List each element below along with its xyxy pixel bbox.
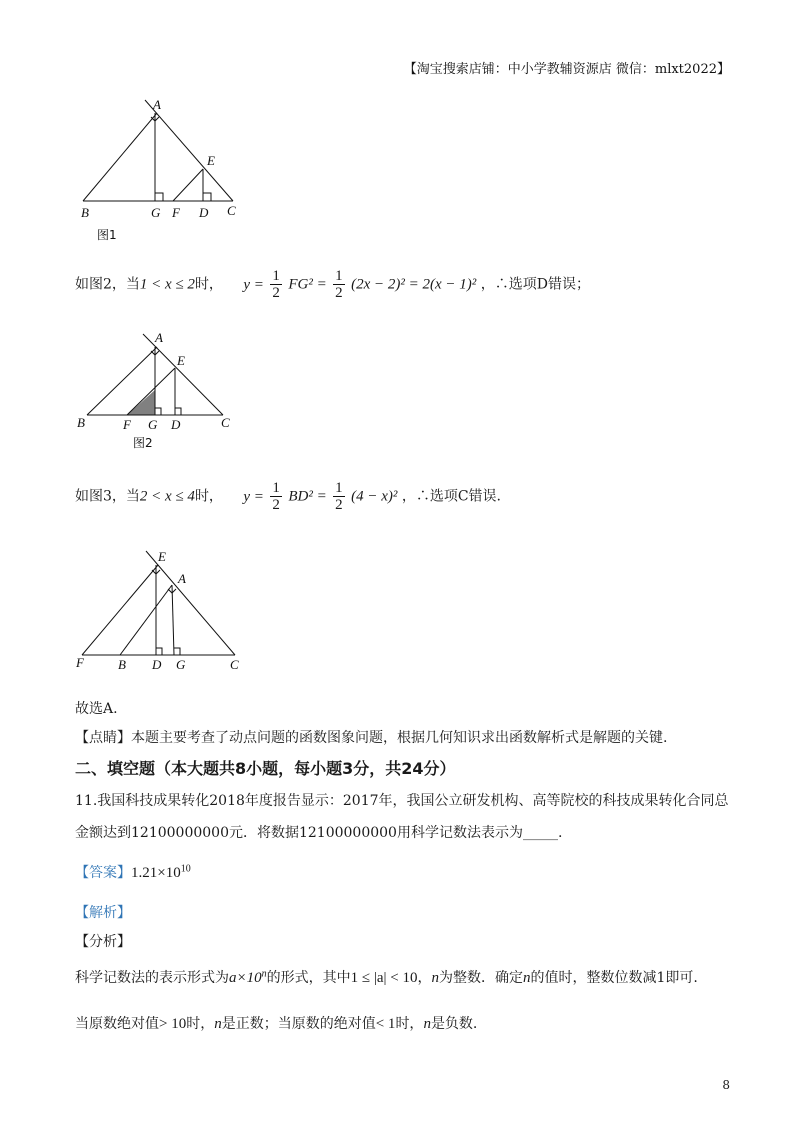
- fig1-label-F: F: [172, 205, 180, 220]
- fig3-right-angle-G: [174, 648, 180, 655]
- fig1-label-G: G: [151, 205, 161, 220]
- fig2-label-F: F: [123, 417, 131, 432]
- figure-1: [75, 95, 255, 245]
- page-header: 【淘宝搜索店铺：中小学教辅资源店 微信：mlxt2022】: [403, 62, 730, 77]
- fig3-label-F: F: [76, 655, 84, 670]
- analysis-tag: 【解析】: [75, 905, 131, 921]
- answer-tag: 【答案】: [75, 865, 131, 881]
- fig1-label-B: B: [81, 205, 89, 220]
- explain-line-1: 科学记数法的表示形式为$a\times 10^n$的形式，其中1 ≤ |a| < 10，n为整数．确定n的值时，整数位数减1即可.: [75, 968, 698, 986]
- fig3-label-D: D: [152, 657, 162, 670]
- explain-line-2: 当原数绝对值> 10时，n是正数；当原数的绝对值< 1时，n是负数.: [75, 1016, 478, 1032]
- fig1-right-angle-D: [203, 193, 211, 201]
- comment-text: 本题主要考查了动点问题的函数图象问题，根据几何知识求出函数解析式是解题的关键.: [131, 730, 668, 746]
- case2-line: 如图2，当1 < x ≤ 2时， y = $\frac{1}{2}$ FG² = $\frac{1}{2}$ (2x − 2)² = 2(x − 1)² ，∴选项D错误；: [75, 268, 590, 301]
- fig2-label-A: A: [155, 330, 163, 345]
- fig2-label-E: E: [177, 353, 185, 368]
- fig3-label-B: B: [118, 657, 126, 670]
- fig1-label-D: D: [199, 205, 209, 220]
- answer-value: 1.21×10: [131, 865, 181, 881]
- fig2-label-C: C: [221, 415, 230, 430]
- fig2-label-G: G: [148, 417, 158, 432]
- comment-tag: 【点睛】: [75, 730, 131, 746]
- fig3-side-BA: [120, 585, 172, 655]
- fenxi-tag: 【分析】: [75, 934, 131, 950]
- question-line-1: 11.我国科技成果转化2018年度报告显示：2017年，我国公立研发机构、高等院校的科技成果转化合同总: [75, 793, 729, 809]
- fig2-label-D: D: [171, 417, 181, 432]
- fig1-label-E: E: [207, 153, 215, 168]
- fig1-side-BA: [83, 113, 157, 201]
- fig1-right-angle-G: [155, 193, 163, 201]
- fig2-right-angle-G: [155, 408, 161, 415]
- case3-line: 如图3，当2 < x ≤ 4时， y = $\frac{1}{2}$ BD² = $\frac{1}{2}$ (4 − x)² ，∴选项C错误.: [75, 480, 502, 513]
- fig1-caption: 图1: [97, 228, 117, 242]
- figure-2: [75, 330, 245, 455]
- fig3-label-E: E: [158, 549, 166, 564]
- fig1-label-A: A: [153, 97, 161, 112]
- answer-exponent: 10: [180, 863, 191, 875]
- choose-answer: 故选A.: [75, 701, 118, 717]
- fig3-altitude-AG: [172, 585, 174, 655]
- comment-line: [75, 727, 667, 747]
- page-number: 8: [722, 1078, 730, 1092]
- fig1-side-FE: [173, 169, 203, 201]
- fig3-right-angle-D: [156, 648, 162, 655]
- fig1-side-AC: [145, 100, 233, 201]
- fig3-label-C: C: [230, 657, 239, 670]
- question-line-2: 金额达到12100000000元．将数据12100000000用科学记数法表示为_____.: [75, 825, 563, 841]
- section-title: 二、填空题（本大题共8小题，每小题3分，共24分）: [75, 759, 456, 778]
- fig3-label-G: G: [176, 657, 186, 670]
- figure-3: [70, 545, 250, 670]
- answer-line: [75, 862, 191, 882]
- fig3-label-A: A: [178, 571, 186, 586]
- fig3-side-FE: [82, 565, 158, 655]
- fig1-label-C: C: [227, 203, 236, 218]
- fig3-side-EC: [146, 551, 235, 655]
- fig2-caption: 图2: [133, 436, 153, 450]
- fig2-label-B: B: [77, 415, 85, 430]
- fig2-right-angle-D: [175, 408, 181, 415]
